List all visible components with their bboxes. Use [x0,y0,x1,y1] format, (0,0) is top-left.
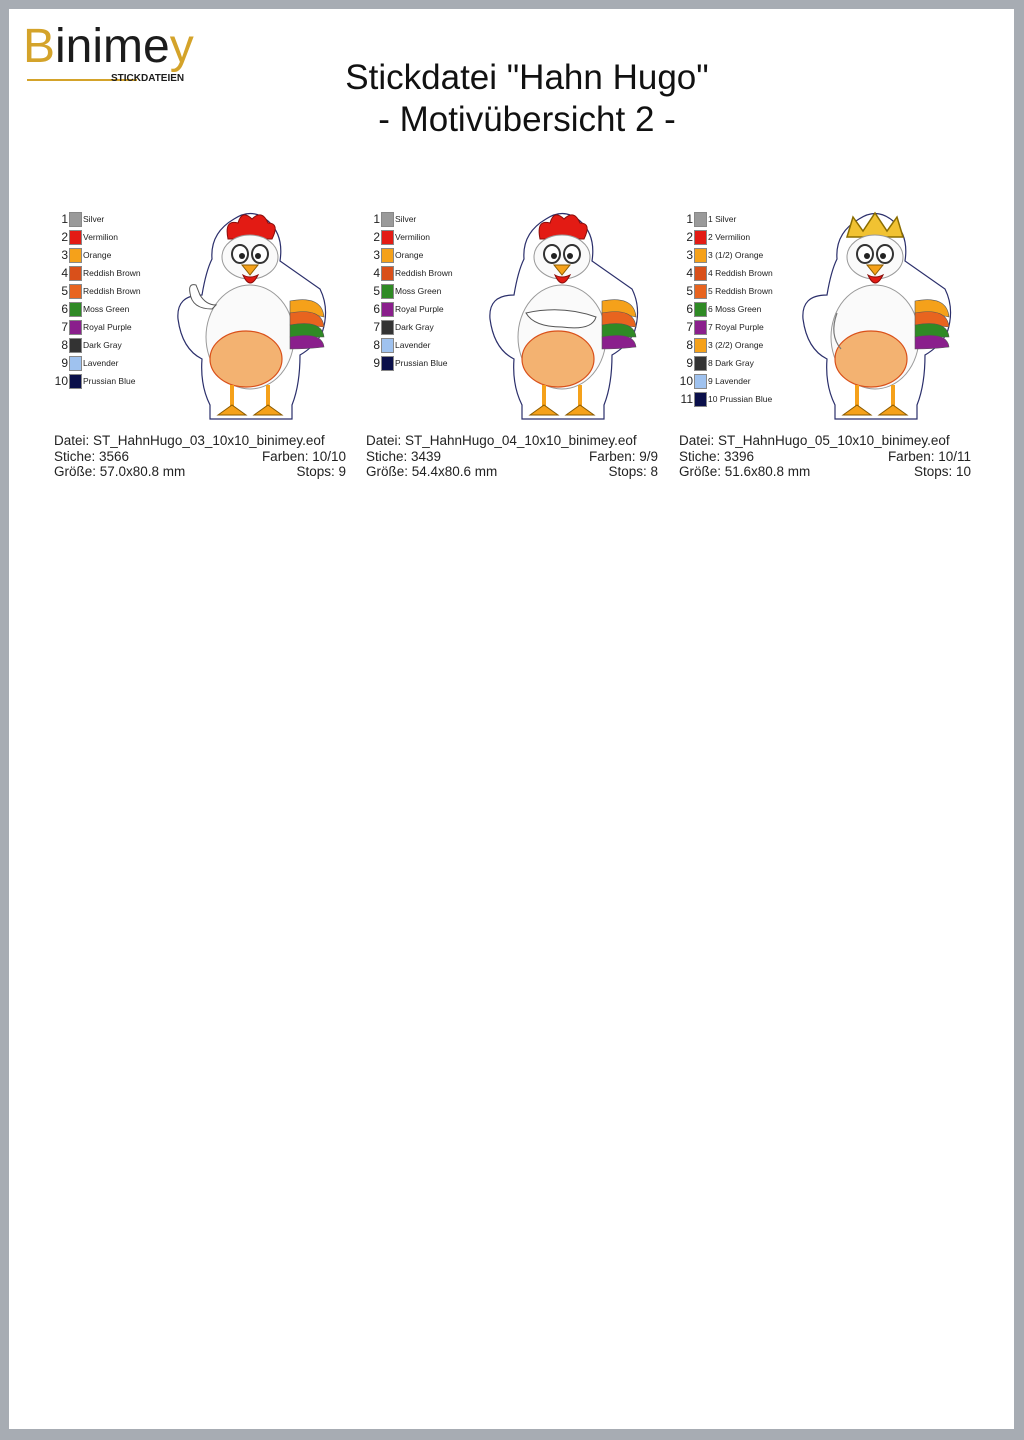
left-pupil [239,253,245,259]
legend-row [54,355,174,373]
legend-number: 3 [686,248,693,262]
color-swatch [69,230,82,245]
legend-row [54,229,174,247]
thread-color-legend [366,211,486,373]
thread-color-legend [679,211,799,409]
thread-name: Dark Gray [83,340,122,350]
color-swatch [694,320,707,335]
color-count: Farben: 9/9 [588,448,658,464]
thread-name: 2 Vermilion [708,232,751,242]
thread-name: Prussian Blue [83,376,136,386]
color-swatch [69,320,82,335]
color-swatch [381,320,394,335]
legend-row [679,391,799,409]
legend-number: 2 [373,230,380,244]
legend-row [679,211,799,229]
legend-row [679,373,799,391]
legend-row [679,319,799,337]
legend-number: 7 [686,320,693,334]
color-swatch [69,302,82,317]
page-title [227,57,827,141]
design-size: Größe: 54.4x80.6 mm [366,464,498,479]
legend-row [54,319,174,337]
color-swatch [694,212,707,227]
file-name: Datei: ST_HahnHugo_04_10x10_binimey.eof [366,433,637,448]
legend-number: 5 [61,284,68,298]
legend-row [54,265,174,283]
legend-row [366,337,486,355]
legend-number: 5 [373,284,380,298]
color-swatch [381,302,394,317]
left-pupil [864,253,870,259]
legend-row [54,247,174,265]
legend-number: 3 [373,248,380,262]
color-swatch [69,338,82,353]
legend-number: 7 [61,320,68,334]
color-count: Farben: 10/11 [887,448,971,464]
design-info [54,433,354,480]
legend-number: 4 [373,266,380,280]
legend-row [679,337,799,355]
legend-row [679,229,799,247]
color-swatch [694,230,707,245]
legend-number: 10 [54,374,68,388]
color-swatch [69,284,82,299]
thread-name: Reddish Brown [83,268,141,278]
legend-number: 2 [686,230,693,244]
legend-number: 1 [373,212,380,226]
color-swatch [381,356,394,371]
legend-row [679,301,799,319]
design-card [366,201,676,491]
thread-name: Royal Purple [83,322,132,332]
right-pupil [880,253,886,259]
title-line-1: Stickdatei "Hahn Hugo" [345,58,709,97]
thread-name: Vermilion [83,232,118,242]
thread-name: Prussian Blue [395,358,448,368]
stop-count: Stops: 9 [296,464,346,479]
thread-name: Lavender [83,358,119,368]
thread-name: 7 Royal Purple [708,322,764,332]
thread-name: Royal Purple [395,304,444,314]
color-swatch [381,266,394,281]
legend-number: 7 [373,320,380,334]
legend-row [679,247,799,265]
stitch-count: Stiche: 3566 [54,448,130,464]
legend-number: 6 [373,302,380,316]
color-swatch [69,374,82,389]
legend-number: 1 [686,212,693,226]
design-size: Größe: 51.6x80.8 mm [679,464,811,479]
legend-row [54,211,174,229]
legend-number: 3 [61,248,68,262]
file-name: Datei: ST_HahnHugo_05_10x10_binimey.eof [679,433,950,448]
legend-row [366,229,486,247]
legend-row [366,283,486,301]
thread-name: 9 Lavender [708,376,751,386]
legend-row [366,301,486,319]
thread-name: Reddish Brown [395,268,453,278]
legend-row [679,283,799,301]
color-swatch [69,266,82,281]
stitch-count: Stiche: 3439 [366,448,442,464]
legend-number: 10 [679,374,693,388]
legend-row [366,265,486,283]
legend-number: 2 [61,230,68,244]
thread-name: 8 Dark Gray [708,358,754,368]
thread-name: Orange [83,250,112,260]
title-line-2: - Motivübersicht 2 - [378,100,676,139]
color-swatch [381,230,394,245]
design-info [679,433,979,480]
color-swatch [69,212,82,227]
legend-row [54,283,174,301]
design-info [366,433,666,480]
rooster-thumbs-up-image [172,209,332,425]
legend-number: 8 [61,338,68,352]
legend-row [54,373,174,391]
legend-number: 6 [686,302,693,316]
crown [847,213,903,237]
thread-name: Dark Gray [395,322,434,332]
color-swatch [69,248,82,263]
color-swatch [694,338,707,353]
thread-name: Moss Green [83,304,130,314]
thread-name: Reddish Brown [83,286,141,296]
logo-wordmark: Binimey [23,20,194,73]
right-pupil [567,253,573,259]
design-size: Größe: 57.0x80.8 mm [54,464,186,479]
color-swatch [694,392,707,407]
legend-number: 9 [61,356,68,370]
legend-row [366,319,486,337]
legend-number: 1 [61,212,68,226]
legend-row [54,337,174,355]
color-swatch [694,356,707,371]
legend-number: 8 [686,338,693,352]
thread-name: Moss Green [395,286,442,296]
legend-row [366,355,486,373]
color-swatch [381,338,394,353]
color-swatch [694,284,707,299]
color-swatch [381,284,394,299]
legend-row [54,301,174,319]
belly [210,331,282,387]
thread-name: 6 Moss Green [708,304,762,314]
legend-row [366,247,486,265]
page-sheet [9,9,1014,1429]
legend-row [679,265,799,283]
thread-name: 3 (1/2) Orange [708,250,764,260]
thread-name: Lavender [395,340,431,350]
thread-name: Orange [395,250,424,260]
legend-number: 6 [61,302,68,316]
legend-number: 4 [686,266,693,280]
design-card [54,201,364,491]
thread-name: 4 Reddish Brown [708,268,773,278]
belly [522,331,594,387]
legend-number: 5 [686,284,693,298]
legend-row [366,211,486,229]
color-count: Farben: 10/10 [261,448,346,464]
color-swatch [694,374,707,389]
legend-number: 9 [686,356,693,370]
binimey-logo [23,21,213,91]
left-pupil [551,253,557,259]
color-swatch [694,266,707,281]
color-swatch [694,302,707,317]
legend-number: 4 [61,266,68,280]
stop-count: Stops: 8 [608,464,658,479]
color-swatch [381,212,394,227]
legend-number: 9 [373,356,380,370]
design-card [679,201,989,491]
thread-name: Vermilion [395,232,430,242]
thread-color-legend [54,211,174,391]
thread-name: Silver [395,214,417,224]
legend-number: 8 [373,338,380,352]
color-swatch [694,248,707,263]
thread-name: 10 Prussian Blue [708,394,773,404]
rooster-arms-crossed-image [484,209,644,425]
color-swatch [69,356,82,371]
belly [835,331,907,387]
stitch-count: Stiche: 3396 [679,448,755,464]
legend-number: 11 [680,392,693,406]
thread-name: 3 (2/2) Orange [708,340,764,350]
thread-name: Silver [83,214,105,224]
thread-name: 1 Silver [708,214,737,224]
legend-row [679,355,799,373]
file-name: Datei: ST_HahnHugo_03_10x10_binimey.eof [54,433,325,448]
logo-subtitle: STICKDATEIEN [111,73,185,84]
stop-count: Stops: 10 [913,464,971,479]
right-pupil [255,253,261,259]
color-swatch [381,248,394,263]
thread-name: 5 Reddish Brown [708,286,773,296]
rooster-crown-image [797,209,957,425]
